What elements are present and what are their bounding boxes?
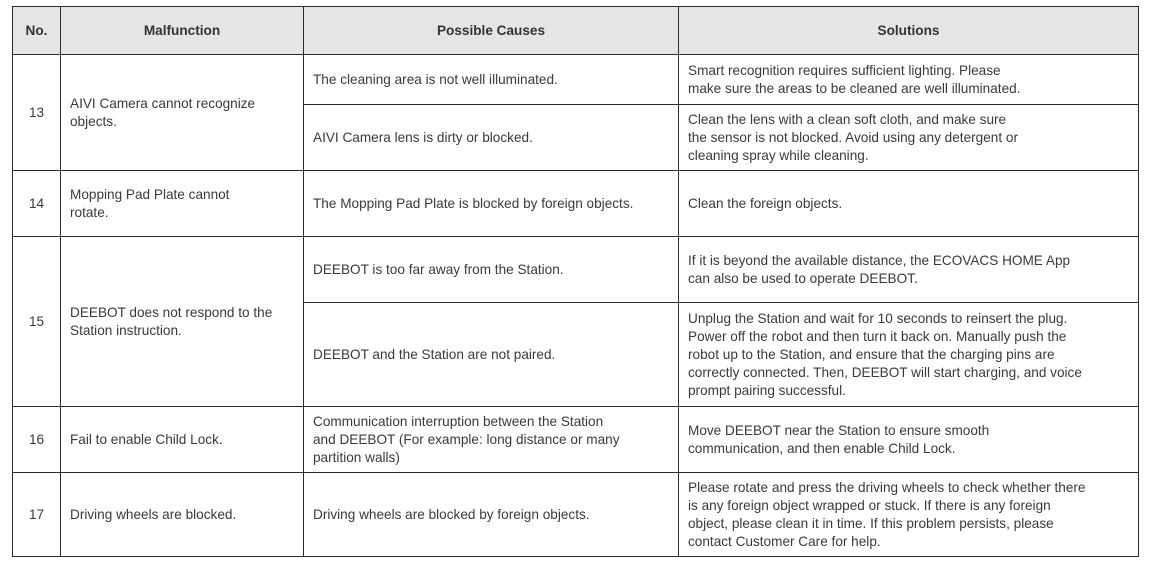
table-row xyxy=(13,55,1139,105)
solution-line: make sure the areas to be cleaned are well illuminated. xyxy=(688,80,1021,96)
solution-line: Power off the robot and then turn it back on. Manually push the xyxy=(688,328,1067,344)
solution-cell: Clean the foreign objects. xyxy=(679,171,1139,237)
solution-cell xyxy=(679,105,1139,171)
solution-cell xyxy=(679,237,1139,303)
header-solutions: Solutions xyxy=(679,7,1139,55)
cause-line: Communication interruption between the Station xyxy=(313,413,604,429)
malfunction-cell xyxy=(61,55,304,171)
solution-line: correctly connected. Then, DEEBOT will start charging, and voice xyxy=(688,364,1082,380)
cause-cell: The cleaning area is not well illuminated. xyxy=(304,55,679,105)
solution-line: Unplug the Station and wait for 10 seconds to reinsert the plug. xyxy=(688,310,1068,326)
row-number: 14 xyxy=(13,171,61,237)
solution-line: the sensor is not blocked. Avoid using any detergent or xyxy=(688,129,1018,145)
cause-cell: Driving wheels are blocked by foreign objects. xyxy=(304,473,679,557)
solution-line: object, please clean it in time. If this problem persists, please xyxy=(688,515,1054,531)
solution-line: can also be used to operate DEEBOT. xyxy=(688,270,918,286)
malfunction-line: Station instruction. xyxy=(70,322,182,338)
malfunction-line: rotate. xyxy=(70,204,109,220)
cause-cell: DEEBOT is too far away from the Station. xyxy=(304,237,679,303)
header-malfunction: Malfunction xyxy=(61,7,304,55)
solution-cell xyxy=(679,303,1139,407)
cause-cell: The Mopping Pad Plate is blocked by foreign objects. xyxy=(304,171,679,237)
row-number: 17 xyxy=(13,473,61,557)
malfunction-line: DEEBOT does not respond to the xyxy=(70,304,273,320)
malfunction-cell: Fail to enable Child Lock. xyxy=(61,407,304,473)
table-row xyxy=(13,407,1139,473)
solution-cell xyxy=(679,407,1139,473)
malfunction-line: Mopping Pad Plate cannot xyxy=(70,186,230,202)
cause-cell xyxy=(304,407,679,473)
solution-line: If it is beyond the available distance, the ECOVACS HOME App xyxy=(688,252,1071,268)
solution-cell xyxy=(679,55,1139,105)
solution-line: Please rotate and press the driving wheels to check whether there xyxy=(688,479,1086,495)
solution-line: contact Customer Care for help. xyxy=(688,533,881,549)
cause-line: and DEEBOT (For example: long distance or many xyxy=(313,431,620,447)
header-no: No. xyxy=(13,7,61,55)
row-number: 16 xyxy=(13,407,61,473)
malfunction-cell xyxy=(61,171,304,237)
solution-line: cleaning spray while cleaning. xyxy=(688,147,869,163)
table-header-row xyxy=(13,7,1139,55)
solution-line: Move DEEBOT near the Station to ensure smooth xyxy=(688,422,990,438)
solution-line: is any foreign object wrapped or stuck. If there is any foreign xyxy=(688,497,1051,513)
malfunction-cell xyxy=(61,237,304,407)
solution-line: Clean the lens with a clean soft cloth, and make sure xyxy=(688,111,1007,127)
troubleshooting-table xyxy=(12,6,1139,557)
malfunction-cell: Driving wheels are blocked. xyxy=(61,473,304,557)
solution-line: prompt pairing successful. xyxy=(688,382,846,398)
cause-cell: AIVI Camera lens is dirty or blocked. xyxy=(304,105,679,171)
row-number: 13 xyxy=(13,55,61,171)
solution-line: robot up to the Station, and ensure that the charging pins are xyxy=(688,346,1055,362)
row-number: 15 xyxy=(13,237,61,407)
solution-cell xyxy=(679,473,1139,557)
table-row xyxy=(13,171,1139,237)
header-possible-causes: Possible Causes xyxy=(304,7,679,55)
malfunction-text: AIVI Camera cannot recognize objects. xyxy=(70,95,256,129)
solution-line: Smart recognition requires sufficient lighting. Please xyxy=(688,62,1001,78)
cause-line: partition walls) xyxy=(313,449,400,465)
table-row xyxy=(13,473,1139,557)
solution-line: communication, and then enable Child Lock. xyxy=(688,440,956,456)
table-row xyxy=(13,237,1139,303)
cause-cell: DEEBOT and the Station are not paired. xyxy=(304,303,679,407)
